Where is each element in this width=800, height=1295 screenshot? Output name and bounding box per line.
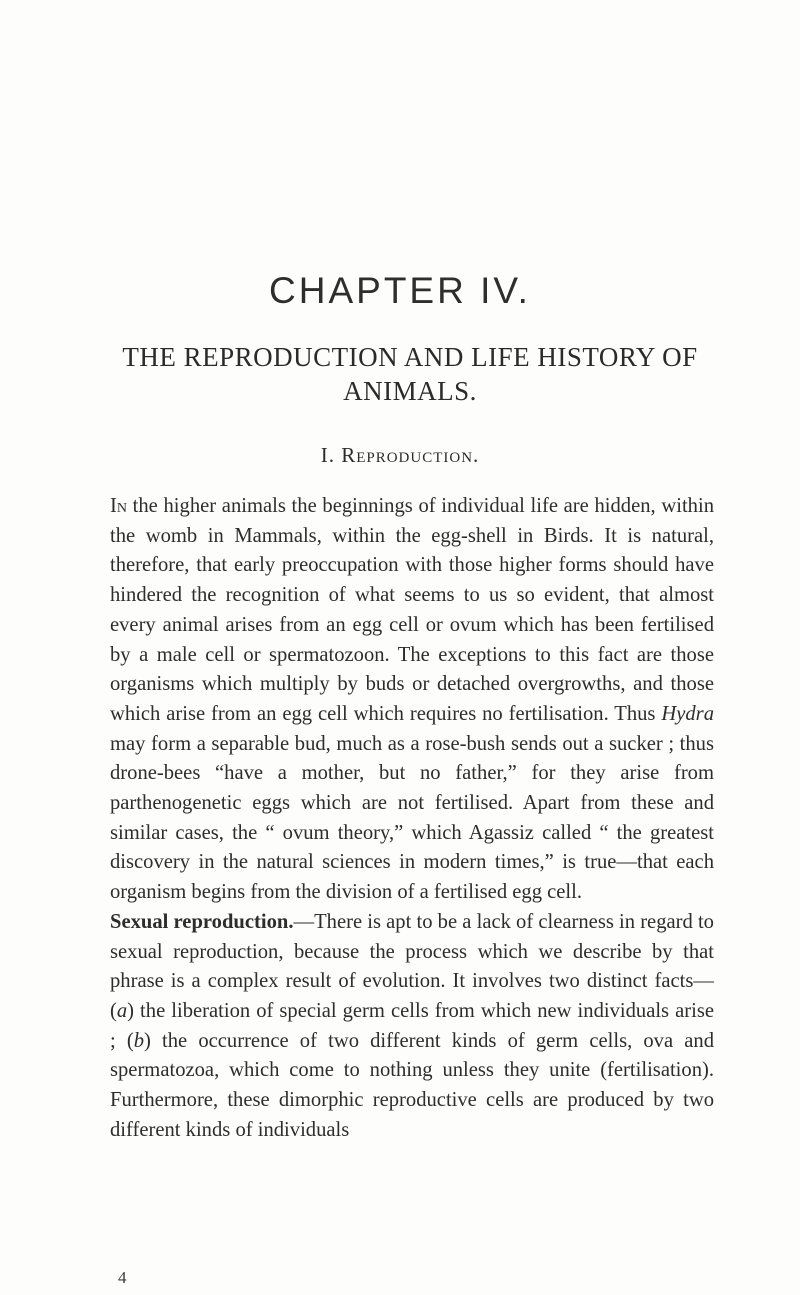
paragraph-1-italic-hydra: Hydra <box>661 702 714 725</box>
page-number: 4 <box>118 1268 127 1287</box>
paragraph-2-italic-b: b <box>133 1029 145 1052</box>
paragraph-2-text-c: ) the occurrence of two different kinds of germ cells, ova and spermatozoa, which come to nothing unless they unite (fertilisation). Furthermore, these dimorphic reproductive cells are produced by two different kinds of individuals <box>110 1029 714 1141</box>
paragraph-1-text-b: may form a separable bud, much as a rose-bush sends out a sucker ; thus drone-bees “have a mother, but no father,” for they arise from parthenogenetic eggs which are not fertilised. Apart from these and similar cases, the “ ovum theory,” which Agassiz called “ the greatest discovery in the natural sciences in modern times,” is true—that each organism begins from the division of a fertilised egg cell. <box>110 732 714 904</box>
paragraph-2 <box>110 908 714 1146</box>
paragraph-2-italic-a: a <box>116 999 128 1022</box>
paragraph-2-text-b: ) the liberation of special germ cells from which new individuals arise ; ( <box>110 999 714 1052</box>
body-text <box>110 492 714 1145</box>
chapter-title-line-1: THE REPRODUCTION AND LIFE HISTORY OF <box>122 342 698 372</box>
chapter-title <box>110 340 710 408</box>
chapter-heading: CHAPTER IV. <box>269 270 531 311</box>
paragraph-1 <box>110 492 714 908</box>
paragraph-1-lead: In <box>110 495 127 517</box>
paragraph-2-text-a: —There is apt to be a lack of clearness in regard to sexual reproduction, because the process which we describe by that phrase is a complex result of evolution. It involves two distinct facts—( <box>110 910 714 1022</box>
paragraph-1-text-a: the higher animals the beginnings of individual life are hidden, within the womb in Mammals, within the egg-shell in Birds. It is natural, therefore, that early preoccupation with those higher forms should have hindered the recognition of what seems to us so evident, that almost every animal arises from an egg cell or ovum which has been fertilised by a male cell or spermatozoon. The exceptions to this fact are those organisms which multiply by buds or detached overgrowths, and those which arise from an egg cell which requires no fertilisation. Thus <box>110 495 714 725</box>
chapter-title-line-2: ANIMALS. <box>343 376 477 406</box>
section-heading: I. Reproduction. <box>320 443 480 467</box>
paragraph-2-lead: Sexual reproduction. <box>110 910 294 933</box>
